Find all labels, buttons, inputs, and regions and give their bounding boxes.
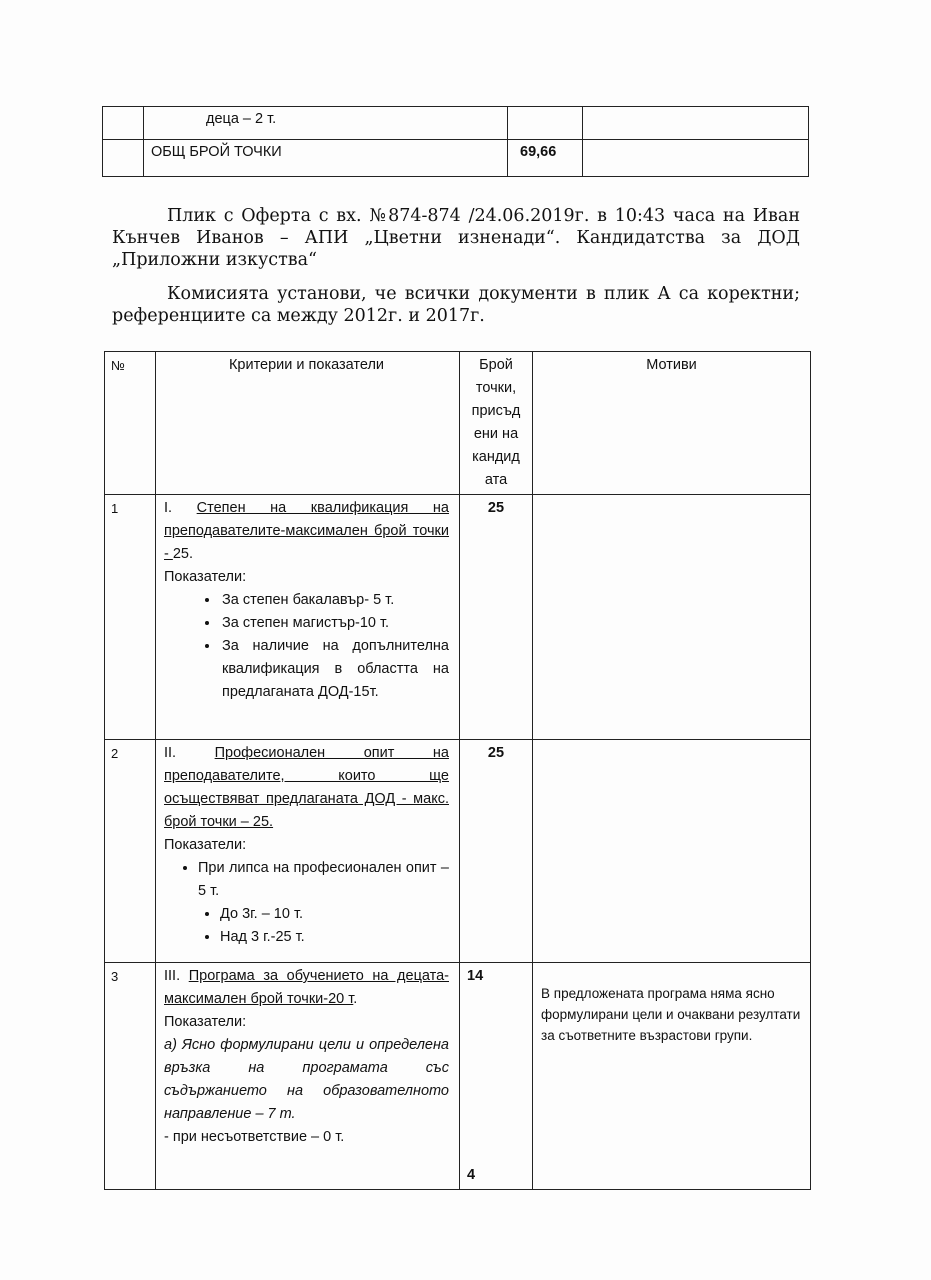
sub-criterion-a: а) Ясно формулирани цели и определена връзка на програмата със съдържанието на образователното направление – 7 т. bbox=[164, 1037, 449, 1122]
table-row bbox=[105, 495, 811, 740]
row-number: 3 bbox=[105, 963, 156, 1190]
motive-cell bbox=[533, 740, 811, 963]
header-points: Брой точки, присъд ени на кандид ата bbox=[460, 352, 533, 495]
indicator-sublist bbox=[164, 903, 449, 949]
list-item: • Над 3 г.-25 т. bbox=[220, 926, 449, 949]
table-cell: деца – 2 т. bbox=[144, 107, 508, 140]
score-summary-table bbox=[102, 106, 809, 177]
table-row bbox=[103, 140, 809, 177]
evaluation-table bbox=[104, 351, 811, 1190]
table-row bbox=[105, 963, 811, 1190]
criteria-cell bbox=[156, 495, 460, 740]
criteria-title: III. Програма за обучението на децата-максимален брой точки-20 т. bbox=[164, 968, 449, 1007]
criteria-cell bbox=[156, 740, 460, 963]
indicators-label: Показатели: bbox=[164, 837, 247, 853]
list-item: • При липса на професионален опит – 5 т. bbox=[198, 857, 449, 903]
offer-paragraph: Плик с Оферта с вх. №874-874 /24.06.2019г. в 10:43 часа на Иван Кънчев Иванов – АПИ „Цветни изненади“. Кандидатства за ДОД „Приложни изкуства“ bbox=[112, 206, 800, 270]
total-points-value: 69,66 bbox=[508, 140, 583, 177]
header-motives: Мотиви bbox=[533, 352, 811, 495]
header-criteria: Критерии и показатели bbox=[156, 352, 460, 495]
indicators-label: Показатели: bbox=[164, 569, 247, 585]
criteria-title: I. Степен на квалификация на преподавателите-максимален брой точки - 25. bbox=[164, 500, 449, 562]
commission-paragraph: Комисията установи, че всички документи в плик А са коректни; референциите са между 2012г. и 2017г. bbox=[112, 284, 800, 326]
indicator-list bbox=[164, 857, 449, 903]
table-row bbox=[103, 107, 809, 140]
points-cell bbox=[460, 963, 533, 1190]
header-number: № bbox=[105, 352, 156, 495]
row-number: 1 bbox=[105, 495, 156, 740]
points-subvalue: 4 bbox=[467, 1167, 476, 1183]
criteria-title: II. Професионален опит на преподавателите, които ще осъществяват предлаганата ДОД - макс. брой точки – 25. bbox=[164, 745, 449, 830]
table-header-row bbox=[105, 352, 811, 495]
indicators-label: Показатели: bbox=[164, 1014, 247, 1030]
list-item: • За степен магистър-10 т. bbox=[220, 612, 449, 635]
table-row bbox=[105, 740, 811, 963]
row-number: 2 bbox=[105, 740, 156, 963]
points-value: 14 bbox=[467, 968, 484, 984]
points-cell: 25 bbox=[460, 740, 533, 963]
points-cell: 25 bbox=[460, 495, 533, 740]
list-item: • До 3г. – 10 т. bbox=[220, 903, 449, 926]
indicator-list bbox=[164, 589, 449, 704]
total-points-label: ОБЩ БРОЙ ТОЧКИ bbox=[144, 140, 508, 177]
motive-cell bbox=[533, 495, 811, 740]
criteria-cell bbox=[156, 963, 460, 1190]
sub-criterion-a-mismatch: - при несъответствие – 0 т. bbox=[164, 1129, 345, 1145]
list-item: • За степен бакалавър- 5 т. bbox=[220, 589, 449, 612]
motive-cell: В предложената програма няма ясно формулирани цели и очаквани резултати за съответните възрастови групи. bbox=[533, 963, 811, 1190]
list-item: • За наличие на допълнителна квалификация в областта на предлаганата ДОД-15т. bbox=[220, 635, 449, 704]
